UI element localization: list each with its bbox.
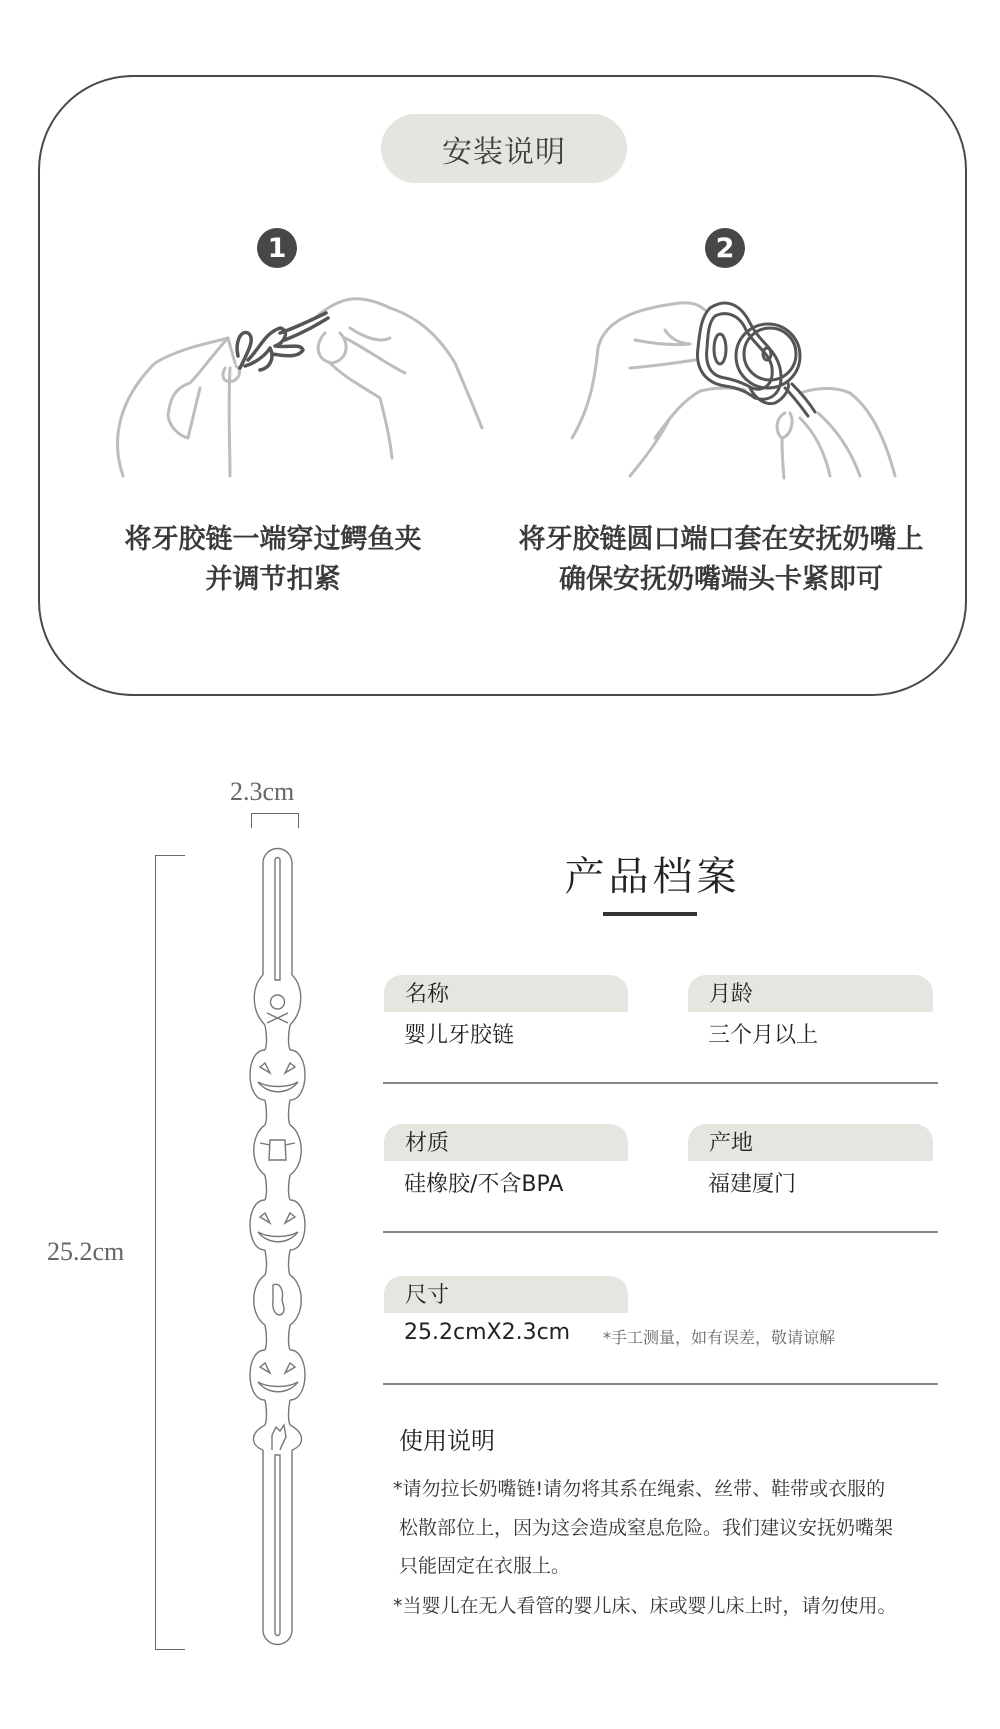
field-label-material: 材质 [384,1124,628,1161]
step-1-description [38,520,508,600]
install-title-pill [381,114,627,183]
usage-line-1: *请勿拉长奶嘴链!请勿将其系在绳索、丝带、鞋带或衣服的 [393,1478,886,1500]
divider [383,1383,938,1385]
title-underline [603,912,697,916]
usage-title: 使用说明 [399,1427,495,1455]
pumpkin-bead [250,1200,305,1275]
usage-line-2: 松散部位上，因为这会造成窒息危险。我们建议安抚奶嘴架 [393,1517,894,1539]
hands-attaching-pacifier-illustration [560,288,920,488]
field-value-age: 三个月以上 [708,1023,819,1048]
length-dimension-label: 25.2cm [47,1237,125,1266]
usage-line-3: 只能固定在衣服上。 [393,1555,571,1577]
step-2-line-1: 将牙胶链圆口端口套在安抚奶嘴上 [518,524,924,555]
field-value-size: 25.2cmX2.3cm [404,1320,571,1345]
profile-title: 产品档案 [564,854,741,900]
width-dimension-label: 2.3cm [230,777,295,806]
usage-line-4: *当婴儿在无人看管的婴儿床、床或婴儿床上时，请勿使用。 [393,1595,897,1617]
size-measurement-note: *手工测量，如有误差，敬请谅解 [603,1328,836,1347]
teething-chain-diagram [240,845,320,1650]
step-1-number-badge [257,228,297,268]
bat-bead [254,1125,302,1200]
divider [383,1231,938,1233]
field-label-size: 尺寸 [384,1276,628,1313]
step-2-number: 2 [715,232,735,264]
field-label-name: 名称 [384,975,628,1012]
width-bracket [251,813,299,828]
divider [383,1082,938,1084]
hands-threading-chain-illustration [100,288,500,488]
field-value-name: 婴儿牙胶链 [404,1023,515,1048]
length-bracket [155,855,185,1650]
step-1-line-2: 并调节扣紧 [205,564,341,595]
field-label-origin: 产地 [688,1124,933,1161]
step-1-number: 1 [267,232,287,264]
owl-bead [254,1275,302,1350]
hand-bead [253,1425,301,1450]
skull-bead [254,975,301,1050]
pumpkin-bead [250,1350,305,1425]
install-title: 安装说明 [442,134,566,170]
step-2-description [486,520,956,600]
step-2-number-badge [705,228,745,268]
step-1-line-1: 将牙胶链一端穿过鳄鱼夹 [124,524,422,555]
field-value-material: 硅橡胶/不含BPA [404,1172,564,1197]
step-2-line-2: 确保安抚奶嘴端头卡紧即可 [559,564,883,595]
field-label-age: 月龄 [688,975,933,1012]
field-value-origin: 福建厦门 [708,1172,797,1197]
pumpkin-bead [250,1050,305,1125]
